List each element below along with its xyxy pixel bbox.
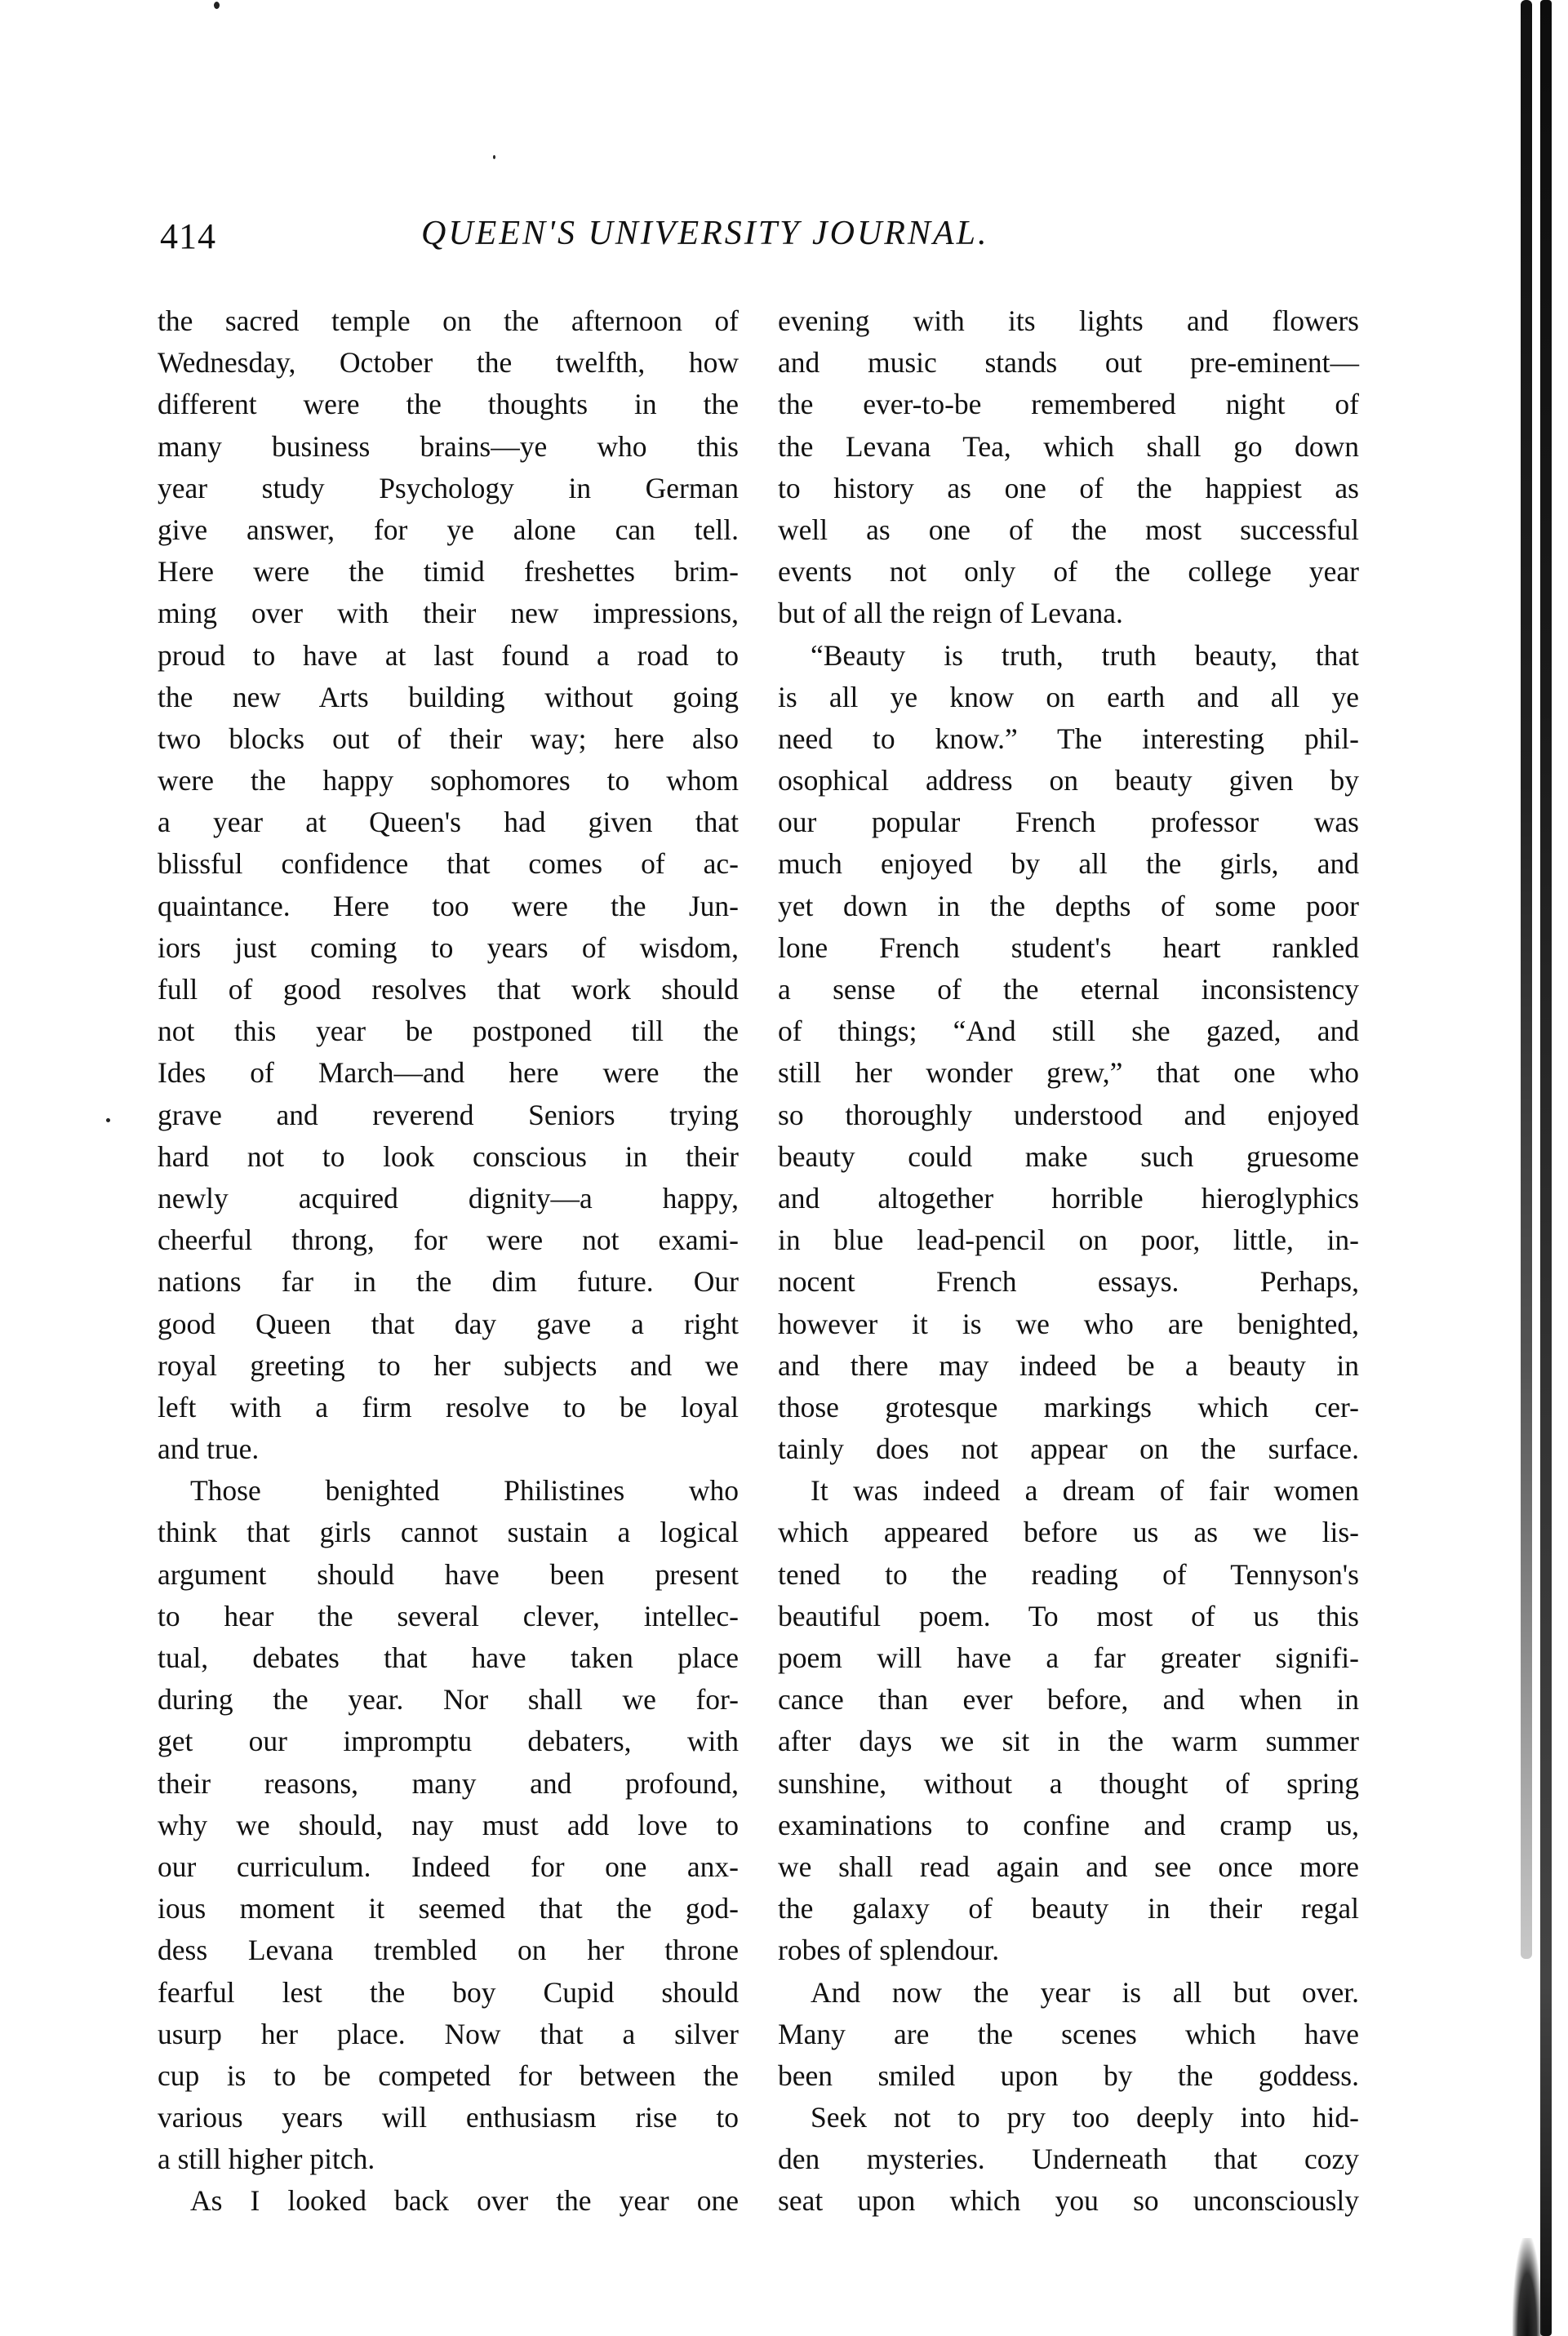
text-line: of things; “And still she gazed, and: [778, 1015, 1359, 1048]
text-line: the ever-to-be remembered night of: [778, 388, 1359, 421]
text-line: cance than ever before, and when in: [778, 1683, 1359, 1716]
text-line: why we should, nay must add love to: [158, 1808, 739, 1841]
text-line: usurp her place. Now that a silver: [158, 2017, 739, 2050]
text-line: been smiled upon by the goddess.: [778, 2058, 1359, 2092]
left-column: [158, 300, 739, 2223]
text-line: poem will have a far greater signifi-: [778, 1641, 1359, 1674]
text-line: give answer, for ye alone can tell.: [158, 513, 739, 546]
text-line: yet down in the depths of some poor: [778, 889, 1359, 922]
text-line: lone French student's heart rankled: [778, 930, 1359, 964]
text-line: argument should have been present: [158, 1557, 739, 1591]
text-line: Ides of March—and here were the: [158, 1056, 739, 1090]
text-line: evening with its lights and flowers: [778, 304, 1359, 337]
text-line: beautiful poem. To most of us this: [778, 1599, 1359, 1632]
text-line: royal greeting to her subjects and we: [158, 1348, 739, 1382]
text-line: get our impromptu debaters, with: [158, 1725, 739, 1758]
text-line: seat upon which you so unconsciously: [778, 2184, 1359, 2218]
text-line: sunshine, without a thought of spring: [778, 1766, 1359, 1800]
text-line: ming over with their new impressions,: [158, 597, 739, 630]
text-line: the sacred temple on the afternoon of: [158, 304, 739, 337]
text-line: It was indeed a dream of fair women: [811, 1474, 1359, 1508]
text-line: during the year. Nor shall we for-: [158, 1683, 739, 1716]
text-line: quaintance. Here too were the Jun-: [158, 889, 739, 922]
text-line: different were the thoughts in the: [158, 388, 739, 421]
text-line: “Beauty is truth, truth beauty, that: [811, 638, 1359, 672]
text-line: however it is we who are benighted,: [778, 1307, 1359, 1340]
text-line: think that girls cannot sustain a logical: [158, 1516, 739, 1549]
text-line: Seek not to pry too deeply into hid-: [811, 2101, 1359, 2134]
right-column: [778, 300, 1359, 2223]
text-line: so thoroughly understood and enjoyed: [778, 1098, 1359, 1131]
text-line: various years will enthusiasm rise to: [158, 2101, 739, 2134]
text-line: a sense of the eternal inconsistency: [778, 973, 1359, 1006]
text-line: Here were the timid freshettes brim-: [158, 555, 739, 588]
text-line: Many are the scenes which have: [778, 2017, 1359, 2050]
text-line: in blue lead-pencil on poor, little, in-: [778, 1224, 1359, 1257]
text-line: which appeared before us as we lis-: [778, 1516, 1359, 1549]
text-line: much enjoyed by all the girls, and: [778, 847, 1359, 881]
text-line: were the happy sophomores to whom: [158, 764, 739, 797]
page-number: 414: [160, 216, 216, 256]
text-line: examinations to confine and cramp us,: [778, 1808, 1359, 1841]
text-line: full of good resolves that work should: [158, 973, 739, 1006]
text-line: nocent French essays. Perhaps,: [778, 1265, 1359, 1299]
text-line: our popular French professor was: [778, 806, 1359, 839]
text-line: Wednesday, October the twelfth, how: [158, 346, 739, 380]
text-line: proud to have at last found a road to: [158, 638, 739, 672]
text-line: those grotesque markings which cer-: [778, 1390, 1359, 1423]
text-line: not this year be postponed till the: [158, 1015, 739, 1048]
ink-speck: [214, 2, 220, 9]
text-line: beauty could make such gruesome: [778, 1139, 1359, 1173]
text-line: we shall read again and see once more: [778, 1850, 1359, 1883]
binding-shadow-inner: [1521, 0, 1532, 1959]
text-line: many business brains—ye who this: [158, 429, 739, 463]
text-line: still her wonder grew,” that one who: [778, 1056, 1359, 1090]
text-line: cheerful throng, for were not exami-: [158, 1224, 739, 1257]
text-line: after days we sit in the warm summer: [778, 1725, 1359, 1758]
binding-shadow-outer: [1540, 0, 1552, 2336]
text-line: left with a firm resolve to be loyal: [158, 1390, 739, 1423]
text-line: robes of splendour.: [778, 1934, 1000, 1967]
text-line: tened to the reading of Tennyson's: [778, 1557, 1359, 1591]
text-line: and there may indeed be a beauty in: [778, 1348, 1359, 1382]
text-line: den mysteries. Underneath that cozy: [778, 2143, 1359, 2176]
journal-title: QUEEN'S UNIVERSITY JOURNAL.: [421, 215, 989, 252]
text-line: our curriculum. Indeed for one anx-: [158, 1850, 739, 1883]
binding-ink-blot: [1512, 2238, 1542, 2336]
text-line: well as one of the most successful: [778, 513, 1359, 546]
text-line: ious moment it seemed that the god-: [158, 1892, 739, 1925]
text-line: tual, debates that have taken place: [158, 1641, 739, 1674]
text-line: hard not to look conscious in their: [158, 1139, 739, 1173]
text-line: year study Psychology in German: [158, 471, 739, 504]
text-line: dess Levana trembled on her throne: [158, 1934, 739, 1967]
binding-edge-shadow: [1519, 0, 1568, 2336]
text-line: Those benighted Philistines who: [190, 1474, 739, 1508]
text-line: their reasons, many and profound,: [158, 1766, 739, 1800]
text-line: events not only of the college year: [778, 555, 1359, 588]
text-line: osophical address on beauty given by: [778, 764, 1359, 797]
text-line: and true.: [158, 1432, 260, 1466]
text-line: to history as one of the happiest as: [778, 471, 1359, 504]
text-line: but of all the reign of Levana.: [778, 597, 1123, 630]
text-line: nations far in the dim future. Our: [158, 1265, 739, 1299]
text-line: two blocks out of their way; here also: [158, 722, 739, 755]
text-line: the new Arts building without going: [158, 680, 739, 713]
page-header: [160, 211, 1090, 260]
text-line: need to know.” The interesting phil-: [778, 722, 1359, 755]
text-line: newly acquired dignity—a happy,: [158, 1181, 739, 1215]
ink-speck: [493, 155, 495, 159]
text-line: good Queen that day gave a right: [158, 1307, 739, 1340]
text-line: cup is to be competed for between the: [158, 2058, 739, 2092]
text-line: and altogether horrible hieroglyphics: [778, 1181, 1359, 1215]
text-line: fearful lest the boy Cupid should: [158, 1975, 739, 2009]
text-line: As I looked back over the year one: [190, 2184, 739, 2218]
ink-speck: [106, 1118, 110, 1122]
text-line: a year at Queen's had given that: [158, 806, 739, 839]
text-line: tainly does not appear on the surface.: [778, 1432, 1359, 1466]
text-line: a still higher pitch.: [158, 2143, 375, 2176]
text-line: is all ye know on earth and all ye: [778, 680, 1359, 713]
text-line: the galaxy of beauty in their regal: [778, 1892, 1359, 1925]
text-line: grave and reverend Seniors trying: [158, 1098, 739, 1131]
text-line: iors just coming to years of wisdom,: [158, 930, 739, 964]
text-line: and music stands out pre-eminent—: [778, 346, 1359, 380]
text-line: And now the year is all but over.: [811, 1975, 1359, 2009]
text-line: to hear the several clever, intellec-: [158, 1599, 739, 1632]
text-line: the Levana Tea, which shall go down: [778, 429, 1359, 463]
text-line: blissful confidence that comes of ac-: [158, 847, 739, 881]
